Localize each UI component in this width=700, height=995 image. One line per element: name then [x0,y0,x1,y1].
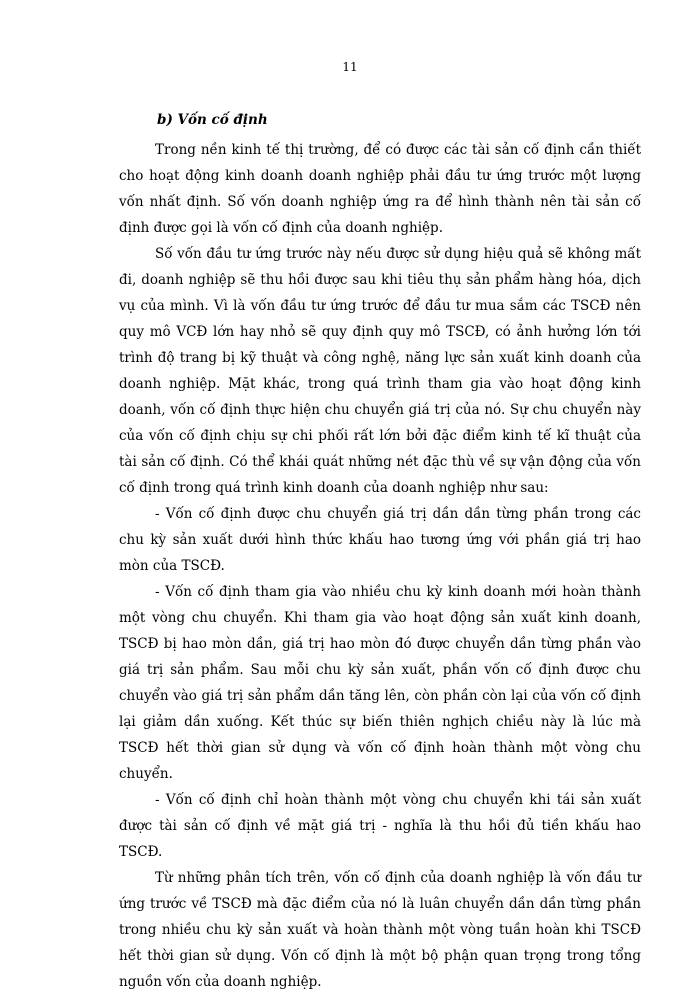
paragraph: Từ những phân tích trên, vốn cố định của doanh nghiệp là vốn đầu tư ứng trước về TSCĐ mà đặc điểm của nó là luân chuyển dần dần từng phần trong nhiều chu kỳ sản xuất và hoàn thành một vòng tuần hoàn khi TSCĐ hết thời gian sử dụng. Vốn cố định là một bộ phận quan trọng trong tổng nguồn vốn của doanh nghiệp. [119,870,641,990]
paragraph: - Vốn cố định được chu chuyển giá trị dần dần từng phần trong các chu kỳ sản xuất dưới hình thức khấu hao tương ứng với phần giá trị hao mòn của TSCĐ. [119,506,641,574]
section-heading: b) Vốn cố định [157,112,268,128]
paragraph: Trong nền kinh tế thị trường, để có được các tài sản cố định cần thiết cho hoạt động kinh doanh doanh nghiệp phải đầu tư ứng trước một lượng vốn nhất định. Số vốn doanh nghiệp ứng ra để hình thành nên tài sản cố định được gọi là vốn cố định của doanh nghiệp. [119,142,641,236]
body-text [119,137,641,995]
paragraph: - Vốn cố định tham gia vào nhiều chu kỳ kinh doanh mới hoàn thành một vòng chu chuyển. Khi tham gia vào hoạt động sản xuất kinh doanh, TSCĐ bị hao mòn dần, giá trị hao mòn đó được chuyển dần từng phần vào giá trị sản phẩm. Sau mỗi chu kỳ sản xuất, phần vốn cố định được chu chuyển vào giá trị sản phẩm dần tăng lên, còn phần còn lại của vốn cố định lại giảm dần xuống. Kết thúc sự biến thiên nghịch chiều này là lúc mà TSCĐ hết thời gian sử dụng và vốn cố định hoàn thành một vòng chu chuyển. [119,584,641,782]
page-number: 11 [342,60,358,74]
paragraph: - Vốn cố định chỉ hoàn thành một vòng chu chuyển khi tái sản xuất được tài sản cố định về mặt giá trị - nghĩa là thu hồi đủ tiền khấu hao TSCĐ. [119,792,641,860]
paragraph: Số vốn đầu tư ứng trước này nếu được sử dụng hiệu quả sẽ không mất đi, doanh nghiệp sẽ thu hồi được sau khi tiêu thụ sản phẩm hàng hóa, dịch vụ của mình. Vì là vốn đầu tư ứng trước để đầu tư mua sắm các TSCĐ nên quy mô VCĐ lớn hay nhỏ sẽ quy định quy mô TSCĐ, có ảnh hưởng lớn tới trình độ trang bị kỹ thuật và công nghệ, năng lực sản xuất kinh doanh của doanh nghiệp. Mặt khác, trong quá trình tham gia vào hoạt động kinh doanh, vốn cố định thực hiện chu chuyển giá trị của nó. Sự chu chuyển này của vốn cố định chịu sự chi phối rất lớn bởi đặc điểm kinh tế kĩ thuật của tài sản cố định. Có thể khái quát những nét đặc thù về sự vận động của vốn cố định trong quá trình kinh doanh của doanh nghiệp như sau: [119,246,641,496]
